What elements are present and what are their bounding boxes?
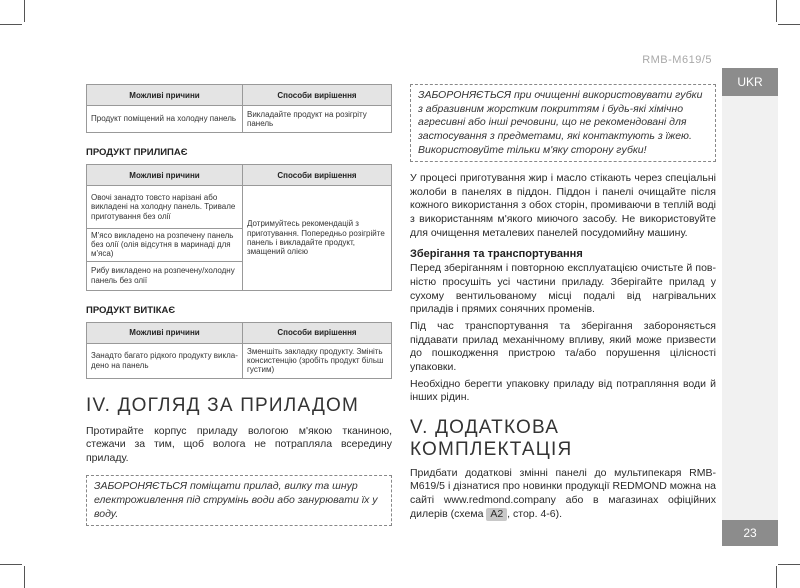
crop-mark	[776, 0, 777, 22]
table-cell-cause: Занадто багато рідкого продукту викладено на панель	[87, 343, 243, 378]
table-cell-solution: Дотримуйтесь рекомендацій з приготування. Попередньо розігрійте панель і викладайте продукт, змащений олією	[243, 186, 392, 291]
storage-paragraph: Необхідно берегти упаковку приладу від потрапляння води й інших рідин.	[410, 377, 716, 404]
cleaning-text: У процесі приготування жир і масло стікають через спеціальні жолоби в панелях в піддон. Піддон і панелі очищайте після кожного використання з обох сторін, промиваючи в теплій воді з використанням м'якого миючого засобу. Не використовуйте для очищення металевих панелей посудомийну машину.	[410, 172, 716, 239]
language-tab: UKR	[722, 68, 778, 96]
table-cell-solution: Зменшіть закладку продукту. Змініть консистенцію (зробіть продукт більш густим)	[243, 343, 392, 378]
scheme-badge: A2	[486, 508, 507, 522]
left-column	[86, 84, 392, 526]
table-row	[87, 186, 392, 229]
side-strip	[722, 68, 778, 546]
care-heading: IV. ДОГЛЯД ЗА ПРИЛАДОМ	[86, 394, 360, 416]
troubleshooting-table	[86, 84, 392, 133]
sticks-table	[86, 164, 392, 291]
extra-text-end: , стор. 4-6).	[507, 507, 563, 520]
crop-mark	[778, 24, 800, 25]
table-header-causes: Можливі причини	[87, 85, 243, 106]
table-row	[87, 106, 392, 133]
storage-paragraph: Під час транспортування та зберігання забороняється піддавати прилад механічному впливу, який може призвести до пошкодження пристрою та/або порушення цілісності упаковки.	[410, 319, 716, 373]
leaks-table	[86, 322, 392, 379]
crop-mark	[778, 564, 800, 565]
extra-text-start: Придбати додаткові змінні панелі до мультипекаря RMB-M619/5 і дізнатися про новинки продукції REDMOND можна на сайті www.redmond.company або в магазинах офіційних дилерів (схема	[410, 466, 716, 520]
table-cell-cause: Продукт поміщений на холодну панель	[87, 106, 243, 133]
table-header-solutions: Способи вирішення	[243, 322, 392, 343]
page-number: 23	[722, 520, 778, 546]
table-cell-cause: М'ясо викладено на розпечену панель без олії (олія відсутня в маринаді для м'яса)	[87, 229, 243, 262]
storage-heading: Зберігання та транспортування	[410, 248, 583, 261]
table-header-solutions: Способи вирішення	[243, 165, 392, 186]
care-text: Протирайте корпус приладу вологою м'якою тканиною, стежачи за тим, щоб волога не потрапляла всередину приладу.	[86, 424, 392, 464]
table-header-causes: Можливі причини	[87, 165, 243, 186]
crop-mark	[24, 0, 25, 22]
crop-mark	[24, 566, 25, 588]
table-header-causes: Можливі причини	[87, 322, 243, 343]
section-title-leaks: ПРОДУКТ ВИТІКАЄ	[86, 304, 176, 316]
extra-text	[410, 467, 716, 522]
crop-mark	[0, 24, 22, 25]
care-warning: ЗАБОРОНЯЄТЬСЯ поміщати прилад, вилку та шнур електроживлення під струмінь води або занурювати їх у воду.	[86, 475, 392, 526]
table-cell-cause: Овочі занадто товсто нарізані або викладені на холодну панель. Тривале приготування без олії	[87, 186, 243, 229]
table-cell-cause: Рибу викладено на розпечену/холодну панель без олії	[87, 261, 243, 290]
storage-paragraph: Перед зберіганням і повторною експлуатацією очистьте й повністю просушіть усі частини приладу. Зберігайте прилад у сухому вентильованому місці подалі від нагрівальних приладів і прямих сонячних променів.	[410, 262, 716, 316]
table-cell-solution: Викладайте продукт на розігріту панель	[243, 106, 392, 133]
extra-heading: V. ДОДАТКОВА КОМПЛЕКТАЦІЯ	[410, 416, 573, 460]
table-row	[87, 343, 392, 378]
model-label: RMB-M619/5	[642, 54, 712, 66]
crop-mark	[776, 566, 777, 588]
cleaning-warning: ЗАБОРОНЯЄТЬСЯ при очищенні використовувати губки з абразивним жорстким покриттям і будь-які хімічно агресивні або інші речовини, що не рекомендовані для застосування з предметами, які контактують з їжею. Використовуйте тільки м'яку сторону губки!	[410, 84, 716, 162]
crop-mark	[0, 564, 22, 565]
right-column	[410, 84, 716, 521]
section-title-sticks: ПРОДУКТ ПРИЛИПАЄ	[86, 147, 188, 158]
table-header-solutions: Способи вирішення	[243, 85, 392, 106]
